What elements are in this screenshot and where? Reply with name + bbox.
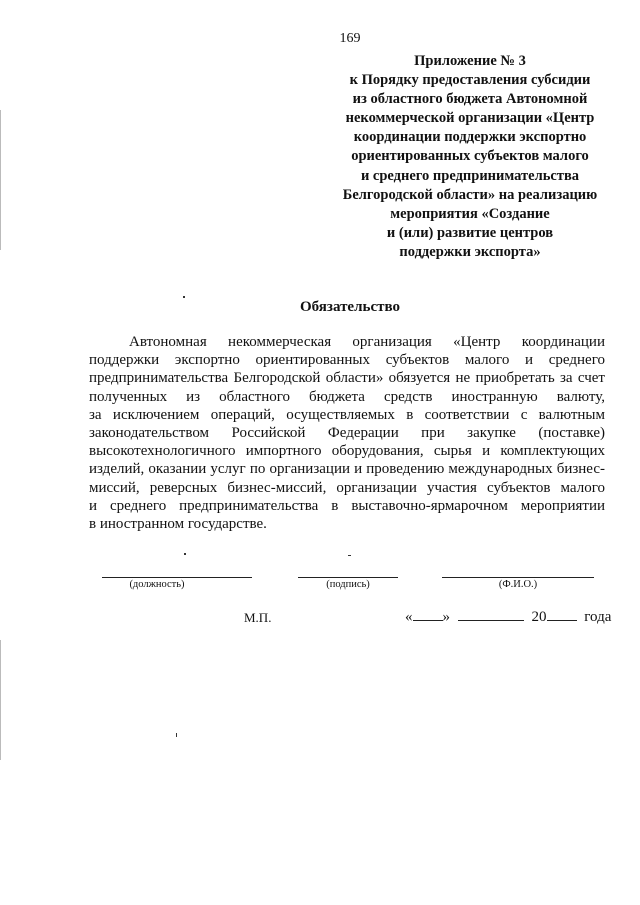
paragraph-line: поддержки экспортно ориентированных субъектов малого и среднего: [89, 352, 605, 369]
year-blank: [547, 606, 577, 621]
year-suffix: года: [584, 609, 612, 625]
obligation-paragraph: [89, 333, 605, 533]
date-close-quote: »: [442, 609, 450, 625]
paragraph-line: изделий, оказании услуг по организации и проведению международных бизнес-: [89, 461, 605, 478]
stamp-label: М.П.: [244, 610, 272, 625]
appendix-line: ориентированных субъектов малого: [351, 148, 589, 165]
appendix-line: и (или) развитие центров: [386, 224, 554, 241]
name-line: [442, 577, 594, 578]
scan-speck: [184, 553, 186, 555]
appendix-line: Белгородской области» на реализацию: [342, 186, 598, 203]
signature-line: [298, 577, 398, 578]
appendix-line: к Порядку предоставления субсидии: [349, 72, 591, 89]
year-prefix: 20: [531, 609, 547, 625]
appendix-line: Приложение № 3: [414, 53, 526, 69]
appendix-line: и среднего предпринимательства: [360, 167, 580, 184]
month-blank: [458, 606, 524, 621]
paragraph-line: высокотехнологичного импортного оборудования, сырья и комплектующих: [89, 443, 605, 460]
signature-caption: (подпись): [326, 579, 370, 590]
date-open-quote: «: [405, 609, 413, 625]
document-title: Обязательство: [300, 299, 400, 315]
paragraph-line: полученных из областного бюджета средств иностранную валюту,: [89, 388, 605, 405]
appendix-header: [330, 52, 610, 262]
appendix-line: поддержки экспорта»: [399, 243, 541, 260]
scan-speck: [176, 733, 177, 737]
position-caption: (должность): [129, 579, 185, 590]
paragraph-line: и среднего предпринимательства в выставочно-ярмарочном мероприятии: [89, 497, 605, 514]
appendix-line: мероприятия «Создание: [390, 205, 550, 222]
scan-speck: [0, 110, 1, 250]
date-line: [405, 606, 611, 626]
appendix-line: из областного бюджета Автономной: [352, 91, 588, 108]
paragraph-line: Автономная некоммерческая организация «Центр координации: [129, 334, 605, 350]
paragraph-line: миссий, реверсных бизнес-миссий, организации участия субъектов малого: [89, 479, 605, 496]
position-line: [102, 577, 252, 578]
paragraph-line: предпринимательства Белгородской области» обязуется не приобретать за счет: [89, 370, 605, 387]
appendix-line: некоммерческой организации «Центр: [345, 110, 595, 127]
paragraph-line: законодательством Российской Федерации при закупке (поставке): [89, 424, 605, 441]
scan-speck: [183, 296, 185, 298]
paragraph-line: за исключением операций, осуществляемых в соответствии с валютным: [89, 406, 605, 423]
page-number: 169: [339, 31, 361, 46]
name-caption: (Ф.И.О.): [498, 579, 538, 590]
paragraph-line: в иностранном государстве.: [89, 515, 267, 532]
day-blank: [413, 606, 443, 621]
scan-speck: [0, 640, 1, 760]
appendix-line: координации поддержки экспортно: [353, 129, 587, 146]
scan-speck: [348, 555, 351, 556]
